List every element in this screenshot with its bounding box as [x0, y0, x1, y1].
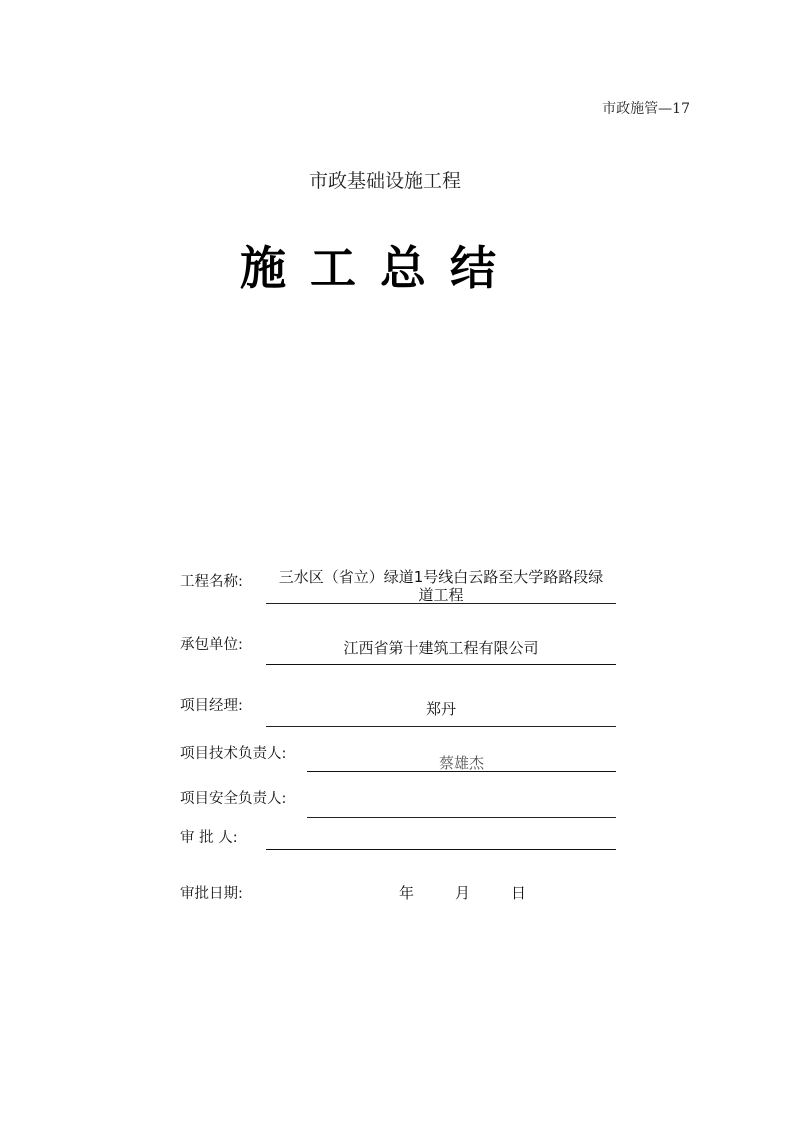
approver-underline [266, 849, 616, 850]
project-name-value-line2: 道工程 [418, 586, 464, 604]
approver-label: 审 批 人: [180, 830, 238, 846]
project-manager-label: 项目经理: [180, 698, 243, 714]
document-code: 市政施管—17 [602, 101, 690, 117]
contractor-value: 江西省第十建筑工程有限公司 [343, 639, 539, 657]
project-name-underline [266, 603, 616, 604]
approval-date-fields [0, 882, 794, 902]
project-manager-underline [266, 726, 616, 727]
approval-date-day: 日 [511, 884, 527, 902]
approval-date-month: 月 [455, 884, 471, 902]
approval-date-year: 年 [399, 884, 415, 902]
safety-lead-label: 项目安全负责人: [180, 791, 287, 807]
contractor-underline [266, 664, 616, 665]
cover-subtitle: 市政基础设施工程 [308, 170, 461, 192]
cover-title: 施工总结 [240, 241, 520, 295]
safety-lead-underline [307, 817, 616, 818]
project-name-value-line1: 三水区（省立）绿道1号线白云路至大学路路段绿 [278, 568, 604, 586]
project-name-label: 工程名称: [180, 574, 243, 590]
project-manager-value: 郑丹 [425, 700, 456, 718]
contractor-label: 承包单位: [180, 637, 243, 653]
technical-lead-value: 蔡雄杰 [438, 754, 484, 772]
technical-lead-label: 项目技术负责人: [180, 746, 287, 762]
approval-date-label: 审批日期: [180, 886, 243, 902]
